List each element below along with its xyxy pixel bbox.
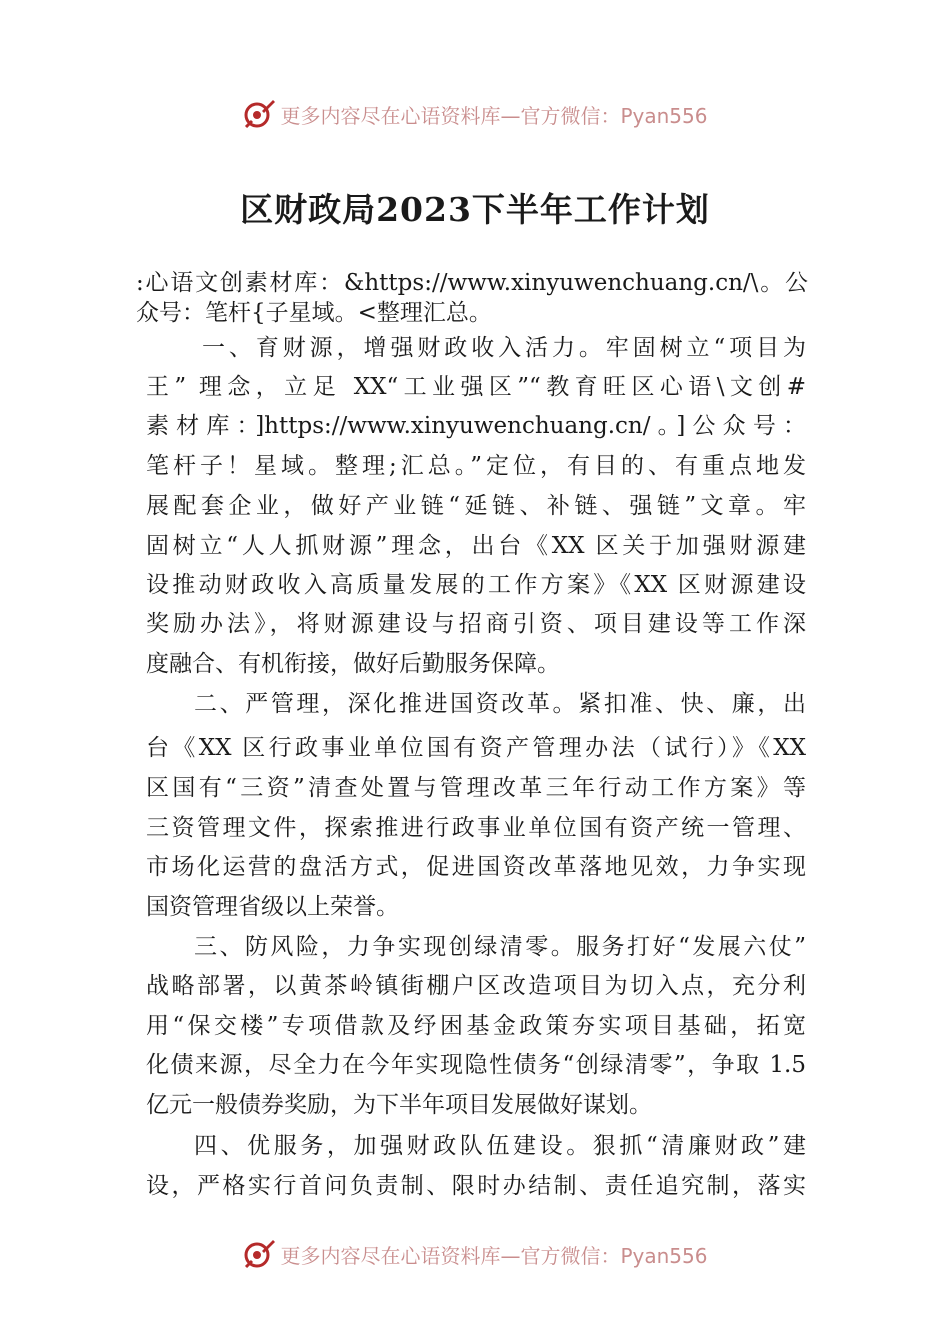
text-line: 奖励办法》，将财源建设与招商引资、项目建设等工作深 xyxy=(146,611,806,637)
paragraph-first-line: 三、防风险，力争实现创绿清零。服务打好“发展六仗” xyxy=(194,934,806,960)
text-line: 国资管理省级以上荣誉。 xyxy=(146,894,399,920)
text-line: 用“保交楼”专项借款及纾困基金政策夯实项目基础，拓宽 xyxy=(146,1013,806,1039)
banner-text: 更多内容尽在心语资料库—官方微信：Pyan556 xyxy=(280,1243,708,1268)
footer-watermark-banner xyxy=(0,1234,950,1274)
text-line: 三资管理文件，探索推进行政事业单位国有资产统一管理、 xyxy=(146,815,806,841)
text-line: 设推动财政收入高质量发展的工作方案》《XX 区财源建设 xyxy=(146,572,806,598)
red-pen-seal-icon xyxy=(242,97,276,131)
text-line: 亿元一般债券奖励，为下半年项目发展做好谋划。 xyxy=(146,1092,652,1118)
red-pen-seal-icon xyxy=(242,1237,276,1271)
text-line: 素材库：]https://www.xinyuwenchuang.cn/。]公众号： xyxy=(146,413,806,439)
paragraph-first-line: 四、优服务，加强财政队伍建设。狠抓“清廉财政”建 xyxy=(194,1133,806,1159)
text-line: 众号：笔杆{子星域。<整理汇总。 xyxy=(136,300,492,326)
text-line: 设，严格实行首问负责制、限时办结制、责任追究制，落实 xyxy=(146,1173,806,1199)
text-line: 度融合、有机衔接，做好后勤服务保障。 xyxy=(146,651,560,677)
text-line: :心语文创素材库：&https://www.xinyuwenchuang.cn/\。公 xyxy=(136,270,808,296)
text-line: 市场化运营的盘活方式，促进国资改革落地见效，力争实现 xyxy=(146,854,806,880)
banner-text: 更多内容尽在心语资料库—官方微信：Pyan556 xyxy=(280,103,708,128)
text-line: 战略部署，以黄茶岭镇街棚户区改造项目为切入点，充分利 xyxy=(146,973,806,999)
paragraph-first-line: 二、严管理，深化推进国资改革。紧扣准、快、廉，出 xyxy=(194,691,806,717)
text-line: 王” 理念，立足 XX“工业强区”“教育旺区心语\文创# xyxy=(146,374,806,400)
document-title: 区财政局2023下半年工作计划 xyxy=(240,190,710,229)
header-watermark-banner xyxy=(0,94,950,134)
text-line: 区国有“三资”清查处置与管理改革三年行动工作方案》等 xyxy=(146,775,806,801)
text-line: 化债来源，尽全力在今年实现隐性债务“创绿清零”，争取 1.5 xyxy=(146,1052,806,1078)
text-line: 展配套企业，做好产业链“延链、补链、强链”文章。牢 xyxy=(146,493,806,519)
text-line: 台《XX 区行政事业单位国有资产管理办法（试行）》《XX xyxy=(146,735,806,761)
paragraph-first-line: 一、育财源，增强财政收入活力。牢固树立“项目为 xyxy=(202,335,806,361)
text-line: 笔杆子！星域。整理;汇总。”定位，有目的、有重点地发 xyxy=(146,453,806,479)
text-line: 固树立“人人抓财源”理念，出台《XX 区关于加强财源建 xyxy=(146,533,806,559)
